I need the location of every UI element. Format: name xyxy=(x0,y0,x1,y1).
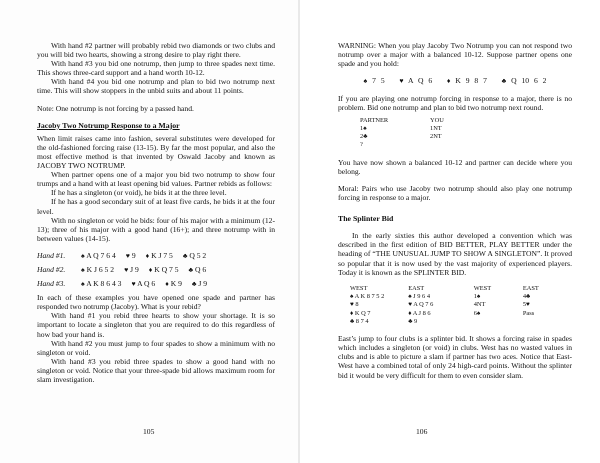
column-header: WEST xyxy=(473,284,492,292)
paragraph: With hand #3 you rebid three spades to show a good hand with no singleton or void. Notice that your three-spade bid allows maximum room for slam investigation. xyxy=(37,356,275,384)
right-text-column xyxy=(338,41,572,380)
spade-icon: ♠ xyxy=(81,280,85,289)
spade-icon: ♠ xyxy=(81,251,85,260)
page-number: 105 xyxy=(143,427,155,436)
paragraph: In the early sixties this author developed a convention which was described in the first edition of BID BETTER, PLAY BETTER under the heading of “THE UNUSUAL JUMP TO SHOW A SINGLETON”. It proved so popular that it is now used by the vast majority of experienced players. Today it is known as the SPLINTER BID. xyxy=(338,231,572,277)
page-number: 106 xyxy=(416,427,428,436)
paragraph: If you are playing one notrump forcing in response to a major, there is no problem. Bid one notrump and plan to bid two notrump next round. xyxy=(338,94,572,113)
spade-icon: ♠ xyxy=(363,77,368,86)
club-icon: ♣ xyxy=(188,265,194,274)
column-header: YOU xyxy=(430,116,444,124)
diamond-icon: ♦ xyxy=(165,280,169,289)
diamond-icon: ♦ xyxy=(145,251,150,260)
paragraph: Moral: Pairs who use Jacoby two notrump should also play one notrump forcing in response to a major. xyxy=(338,183,572,203)
paragraph: When partner opens one of a major you bid two notrump to show four trumps and a hand with at least opening bid values. Partner rebids as follows: xyxy=(37,170,275,189)
paragraph: With no singleton or void he bids: four of his major with a minimum (12-13); three of his major with a good hand (16+); and three notrump with in between values (14-15). xyxy=(37,215,275,243)
paragraph: WARNING: When you play Jacoby Two Notrump you can not respond two notrump over a major with a balanced 10-12. Suppose partner opens one spade and you hold: xyxy=(338,41,572,69)
table-row: ♥ 8 ♥ A Q 7 6 4NT 5♥ xyxy=(350,301,530,309)
note: Note: One notrump is not forcing by a passed hand. xyxy=(37,103,194,113)
right-page xyxy=(300,0,600,463)
left-text-column xyxy=(37,41,275,384)
hand-label: Hand #3. xyxy=(37,279,66,289)
auction-table xyxy=(360,117,500,150)
section-heading: Jacoby Two Notrump Response to a Major xyxy=(37,120,180,130)
diamond-icon: ♦ xyxy=(446,77,451,86)
heart-icon: ♥ xyxy=(124,265,129,274)
paragraph: With hand #1 you rebid three hearts to show your shortage. It is so important to locate a singleton that you are required to do this regardless of how bad your hand is. xyxy=(37,311,275,339)
table-row: 2♣ 2NT xyxy=(360,133,442,141)
heart-icon: ♥ xyxy=(399,77,404,86)
club-icon: ♣ xyxy=(182,251,188,260)
hand-3: Hand #3. ♠ A K 8 6 4 3 ♥ A Q 6 ♦ K 9 ♣ J 9 xyxy=(37,279,208,289)
hand-2: Hand #2. ♠ K J 6 5 2 ♥ J 9 ♦ K Q 7 5 ♣ Q 6 xyxy=(37,264,207,274)
table-row: ♣ 8 7 4 ♣ 9 xyxy=(350,317,418,325)
paragraph: In each of these examples you have opened one spade and partner has responded two notrump (Jacoby). What is your rebid? xyxy=(37,293,275,312)
paragraph: With hand #2 partner will probably rebid two diamonds or two clubs and you will bid two hearts, showing a strong desire to play right there. xyxy=(37,41,275,60)
paragraph: With hand #3 you bid one notrump, then jump to three spades next time. This shows three-card support and a hand worth 10-12. xyxy=(37,59,275,78)
paragraph: If he has a good secondary suit of at least five cards, he bids it at the four level. xyxy=(37,197,275,216)
column-header: PARTNER xyxy=(360,116,389,124)
hand-label: Hand #2. xyxy=(37,264,66,274)
club-icon: ♣ xyxy=(501,77,507,86)
spade-icon: ♠ xyxy=(81,265,85,274)
paragraph: If he has a singleton (or void), he bids it at the three level. xyxy=(51,188,227,198)
paragraph: You have now shown a balanced 10-12 and partner can decide where you belong. xyxy=(338,157,572,176)
column-header: WEST xyxy=(350,284,368,292)
hand-1: Hand #1. ♠ A Q 7 6 4 ♥ 9 ♦ K J 7 5 ♣ Q 5 2 xyxy=(37,250,207,260)
heart-icon: ♥ xyxy=(125,251,130,260)
column-header: EAST xyxy=(408,284,425,292)
table-row: ♦ K Q 7 ♦ A J 8 6 6♠ Pass xyxy=(350,309,535,317)
heart-icon: ♥ xyxy=(131,280,136,289)
held-hand: ♠ 7 5 ♥ A Q 6 ♦ K 9 8 7 ♣ Q 10 6 2 xyxy=(363,76,547,86)
table-row: 1♠ 1NT xyxy=(360,124,442,132)
paragraph: East’s jump to four clubs is a splinter bid. It shows a forcing raise in spades which includes a singleton (or void) in clubs. West has no wasted values in clubs and is able to picture a slam if partner has two aces. Notice that East-West have a combined total of only 24 high-card points. Without the splinter bid it would be very difficult for them to even consider slam. xyxy=(338,334,572,380)
section-heading: The Splinter Bid xyxy=(338,214,394,224)
paragraph: With hand #4 you bid one notrump and plan to bid two notrump next time. This will show stoppers in the unbid suits and about 11 points. xyxy=(37,77,275,96)
paragraph: When limit raises came into fashion, several substitutes were developed for the old-fashioned forcing raise (13-15). By far the most popular, and also the most effective method is that invented by Oswald Jacoby and known as JACOBY TWO NOTRUMP. xyxy=(37,133,275,171)
splinter-example xyxy=(338,285,572,326)
club-icon: ♣ xyxy=(191,280,197,289)
table-row: ♠ A K 8 7 5 2 ♠ J 9 6 4 1♠ 4♣ xyxy=(350,292,531,300)
column-header: EAST xyxy=(522,284,539,292)
paragraph: With hand #2 you must jump to four spades to show a minimum with no singleton or void. xyxy=(37,338,275,357)
hand-label: Hand #1. xyxy=(37,250,66,260)
diamond-icon: ♦ xyxy=(148,265,153,274)
table-row: ? xyxy=(360,141,363,149)
